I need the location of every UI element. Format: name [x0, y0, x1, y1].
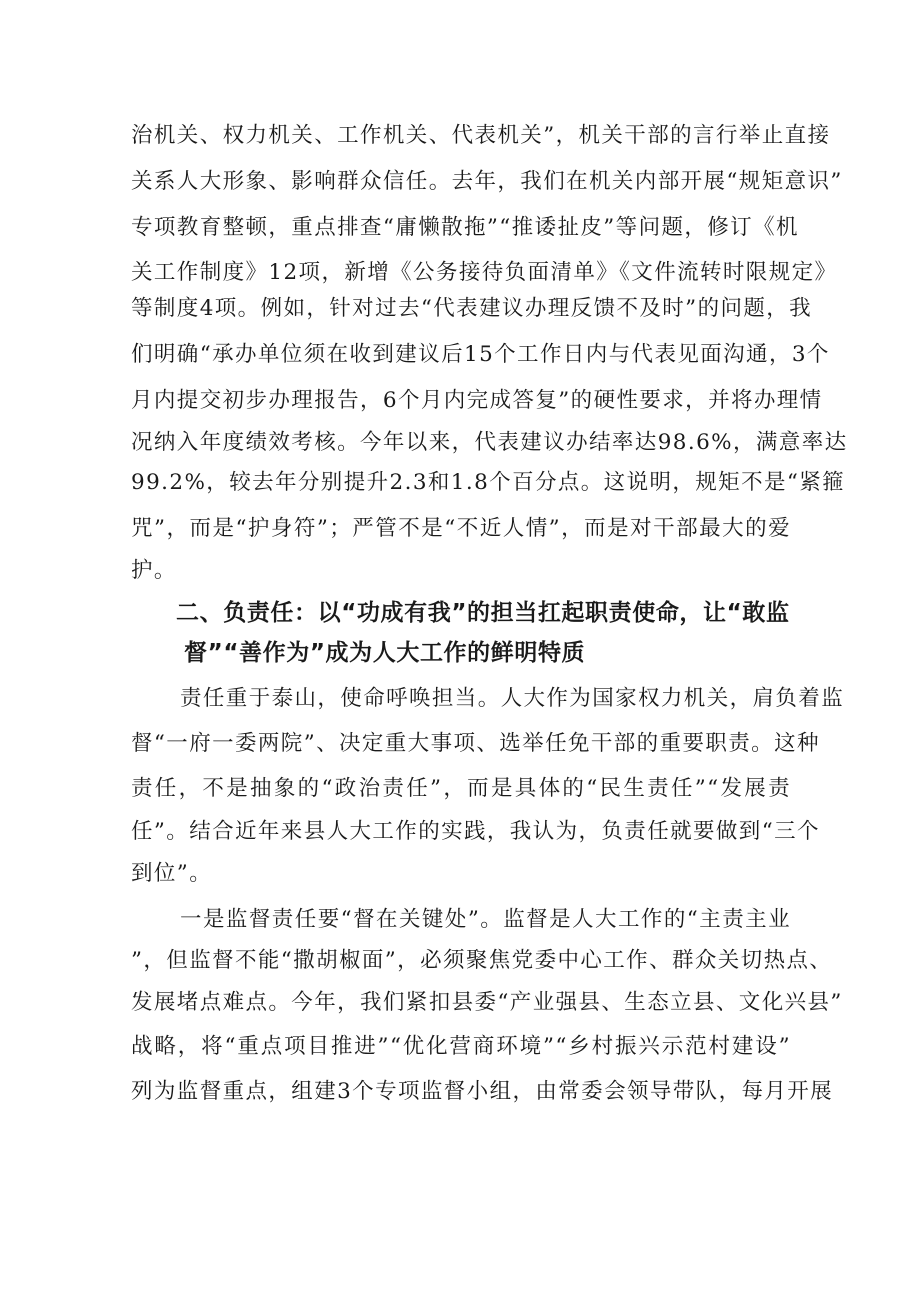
text-line: 专项教育整顿，重点排查“庸懒散拖”“推诿扯皮”等问题，修订《机 [131, 215, 799, 240]
text-line: 治机关、权力机关、工作机关、代表机关”，机关干部的言行举止直接 [131, 123, 831, 148]
text-line: 一是监督责任要“督在关键处”。监督是人大工作的“主责主业 [180, 907, 791, 932]
text-line: 列为监督重点，组建3个专项监督小组，由常委会领导带队，每月开展 [131, 1079, 834, 1104]
heading-line: 督”“善作为”成为人大工作的鲜明特质 [184, 640, 586, 666]
text-line: 关系人大形象、影响群众信任。去年，我们在机关内部开展“规矩意识” [131, 169, 843, 194]
text-line: 咒”，而是“护身符”；严管不是“不近人情”，而是对干部最大的爱 [131, 516, 791, 541]
text-line: 关工作制度》12项，新增《公务接待负面清单》《文件流转时限规定》 [131, 260, 838, 285]
text-line: 等制度4项。例如，针对过去“代表建议办理反馈不及时”的问题，我 [131, 296, 813, 321]
text-line: 责任，不是抽象的“政治责任”，而是具体的“民生责任”“发展责 [131, 776, 791, 801]
text-line: 况纳入年度绩效考核。今年以来，代表建议办结率达98.6%，满意率达 [131, 430, 848, 455]
heading-line: 二、负责任：以“功成有我”的担当扛起职责使命，让“敢监 [176, 600, 790, 626]
text-line: 到位”。 [131, 861, 213, 886]
text-line: 发展堵点难点。今年，我们紧扣县委“产业强县、生态立县、文化兴县” [131, 990, 843, 1015]
text-line: 月内提交初步办理报告，6个月内完成答复”的硬性要求，并将办理情 [131, 388, 823, 413]
text-line: 们明确“承办单位须在收到建议后15个工作日内与代表见面沟通，3个 [131, 342, 830, 367]
text-line: 督“一府一委两院”、决定重大事项、选举任免干部的重要职责。这种 [131, 731, 820, 756]
text-line: 责任重于泰山，使命呼唤担当。人大作为国家权力机关，肩负着监 [180, 686, 845, 711]
text-line: 99.2%，较去年分别提升2.3和1.8个百分点。这说明，规矩不是“紧箍 [131, 470, 846, 495]
text-line: 护。 [131, 558, 177, 583]
text-line: 战略，将“重点项目推进”“优化营商环境”“乡村振兴示范村建设” [131, 1034, 791, 1059]
text-line: ”，但监督不能“撒胡椒面”，必须聚焦党委中心工作、群众关切热点、 [131, 948, 833, 973]
text-line: 任”。结合近年来县人大工作的实践，我认为，负责任就要做到“三个 [131, 819, 820, 844]
